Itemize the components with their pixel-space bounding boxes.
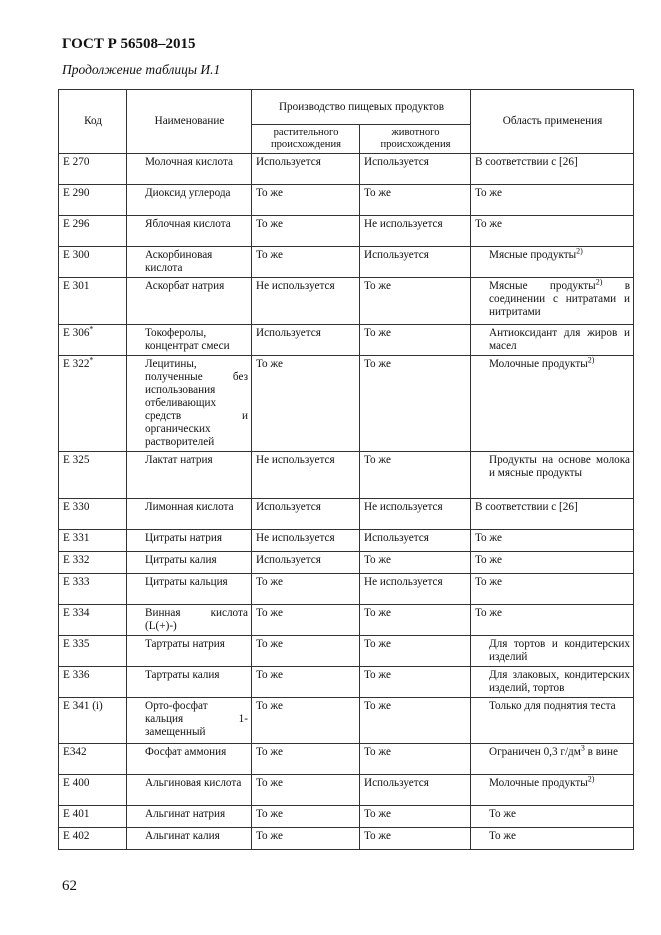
cell-code: Е 322*	[59, 356, 127, 452]
cell-area: Ограничен 0,3 $г/дм^3$ в вине	[471, 744, 634, 775]
table-row	[59, 828, 634, 850]
table-row	[59, 574, 634, 605]
cell-plant: То же	[252, 775, 360, 806]
cell-plant: То же	[252, 828, 360, 850]
table-row	[59, 605, 634, 636]
cell-code: Е 301	[59, 278, 127, 325]
cell-code: Е 306*	[59, 325, 127, 356]
cell-area: То же	[471, 185, 634, 216]
cell-area: Для злаковых, кондитерских изделий, тортов	[471, 667, 634, 698]
cell-area: То же	[471, 574, 634, 605]
cell-name: Яблочная кислота	[127, 216, 252, 247]
cell-area: То же	[471, 806, 634, 828]
table-row	[59, 278, 634, 325]
cell-name: Винная кислота (L(+)-)	[127, 605, 252, 636]
table-row	[59, 325, 634, 356]
cell-plant: То же	[252, 356, 360, 452]
cell-code: Е 330	[59, 499, 127, 530]
cell-code: Е 401	[59, 806, 127, 828]
cell-name: Альгиновая кислота	[127, 775, 252, 806]
cell-name: Тартраты калия	[127, 667, 252, 698]
cell-plant: Не используется	[252, 530, 360, 552]
table-row	[59, 356, 634, 452]
cell-name: Молочная кислота	[127, 154, 252, 185]
cell-name: Фосфат аммония	[127, 744, 252, 775]
cell-code: Е 332	[59, 552, 127, 574]
cell-animal: То же	[360, 605, 471, 636]
cell-plant: То же	[252, 636, 360, 667]
cell-name: Токоферолы, концентрат смеси	[127, 325, 252, 356]
cell-animal: То же	[360, 185, 471, 216]
cell-animal: То же	[360, 325, 471, 356]
cell-animal: То же	[360, 806, 471, 828]
header-plant: растительного происхождения	[252, 125, 360, 154]
cell-area: В соответствии с [26]	[471, 154, 634, 185]
cell-name: Цитраты натрия	[127, 530, 252, 552]
cell-code: Е 296	[59, 216, 127, 247]
cell-plant: Используется	[252, 325, 360, 356]
cell-code: Е 333	[59, 574, 127, 605]
table-row	[59, 216, 634, 247]
cell-plant: То же	[252, 667, 360, 698]
header-area: Область применения	[471, 90, 634, 154]
cell-animal: Используется	[360, 530, 471, 552]
cell-animal: То же	[360, 636, 471, 667]
cell-code: Е 300	[59, 247, 127, 278]
cell-name: Цитраты калия	[127, 552, 252, 574]
cell-name: Цитраты кальция	[127, 574, 252, 605]
table-row	[59, 530, 634, 552]
cell-code: Е 400	[59, 775, 127, 806]
cell-animal: Не используется	[360, 216, 471, 247]
table-row	[59, 667, 634, 698]
cell-plant: То же	[252, 806, 360, 828]
table-row	[59, 552, 634, 574]
cell-plant: То же	[252, 605, 360, 636]
cell-plant: Используется	[252, 552, 360, 574]
cell-animal: То же	[360, 667, 471, 698]
cell-animal: То же	[360, 278, 471, 325]
page-number: 62	[62, 878, 77, 894]
table-body	[59, 154, 634, 850]
cell-plant: Используется	[252, 154, 360, 185]
cell-animal: То же	[360, 698, 471, 744]
table-row	[59, 499, 634, 530]
cell-animal: То же	[360, 744, 471, 775]
table-row	[59, 806, 634, 828]
cell-name: Диоксид углерода	[127, 185, 252, 216]
cell-area: То же	[471, 552, 634, 574]
header-code: Код	[59, 90, 127, 154]
cell-code: Е 341 (i)	[59, 698, 127, 744]
cell-area: Только для поднятия теста	[471, 698, 634, 744]
cell-name: Альгинат калия	[127, 828, 252, 850]
cell-name: Аскорбат натрия	[127, 278, 252, 325]
cell-code: Е 334	[59, 605, 127, 636]
cell-area: Молочные продукты$^{2)}$	[471, 775, 634, 806]
cell-animal: Используется	[360, 154, 471, 185]
cell-plant: Не используется	[252, 278, 360, 325]
table-row	[59, 154, 634, 185]
table-row	[59, 775, 634, 806]
cell-name: Лимонная кислота	[127, 499, 252, 530]
table-continuation-caption: Продолжение таблицы И.1	[62, 62, 221, 77]
cell-code: Е342	[59, 744, 127, 775]
cell-area: Для тортов и кондитерских изделий	[471, 636, 634, 667]
cell-animal: Не используется	[360, 574, 471, 605]
additives-table	[58, 89, 634, 850]
cell-area: Мясные продукты$^{2)}$	[471, 247, 634, 278]
cell-plant: То же	[252, 574, 360, 605]
cell-area: Продукты на основе молока и мясные продукты	[471, 452, 634, 499]
cell-area: То же	[471, 530, 634, 552]
cell-code: Е 290	[59, 185, 127, 216]
header-name: Наименование	[127, 90, 252, 154]
cell-code: Е 331	[59, 530, 127, 552]
cell-area: Антиоксидант для жиров и масел	[471, 325, 634, 356]
cell-plant: То же	[252, 185, 360, 216]
cell-plant: Используется	[252, 499, 360, 530]
cell-animal: То же	[360, 452, 471, 499]
cell-area: В соответствии с [26]	[471, 499, 634, 530]
cell-area: То же	[471, 828, 634, 850]
cell-animal: То же	[360, 828, 471, 850]
cell-animal: То же	[360, 552, 471, 574]
header-animal: животного происхождения	[360, 125, 471, 154]
document-id: ГОСТ Р 56508–2015	[62, 36, 196, 52]
cell-code: Е 336	[59, 667, 127, 698]
cell-animal: Используется	[360, 775, 471, 806]
header-production: Производство пищевых продуктов	[252, 90, 471, 125]
cell-code: Е 270	[59, 154, 127, 185]
table-row	[59, 744, 634, 775]
cell-animal: Используется	[360, 247, 471, 278]
cell-plant: То же	[252, 247, 360, 278]
table-row	[59, 452, 634, 499]
table-row	[59, 247, 634, 278]
table-row	[59, 636, 634, 667]
cell-code: Е 325	[59, 452, 127, 499]
cell-area: Молочные продукты$^{2)}$	[471, 356, 634, 452]
table-row	[59, 698, 634, 744]
cell-name: Аскорбиновая кислота	[127, 247, 252, 278]
cell-plant: То же	[252, 744, 360, 775]
cell-name: Альгинат натрия	[127, 806, 252, 828]
cell-area: То же	[471, 216, 634, 247]
cell-animal: Не используется	[360, 499, 471, 530]
cell-plant: То же	[252, 698, 360, 744]
cell-name: Лактат натрия	[127, 452, 252, 499]
cell-name: Орто-фосфат кальция 1-замещенный	[127, 698, 252, 744]
cell-code: Е 335	[59, 636, 127, 667]
cell-area: То же	[471, 605, 634, 636]
cell-code: Е 402	[59, 828, 127, 850]
cell-area: Мясные продукты$^{2)}$ в соединении с нитратами и нитритами	[471, 278, 634, 325]
cell-plant: Не используется	[252, 452, 360, 499]
cell-name: Тартраты натрия	[127, 636, 252, 667]
cell-animal: То же	[360, 356, 471, 452]
cell-plant: То же	[252, 216, 360, 247]
cell-name: Лецитины, полученные без использования отбеливающих средств и органических растворителей	[127, 356, 252, 452]
table-row	[59, 185, 634, 216]
